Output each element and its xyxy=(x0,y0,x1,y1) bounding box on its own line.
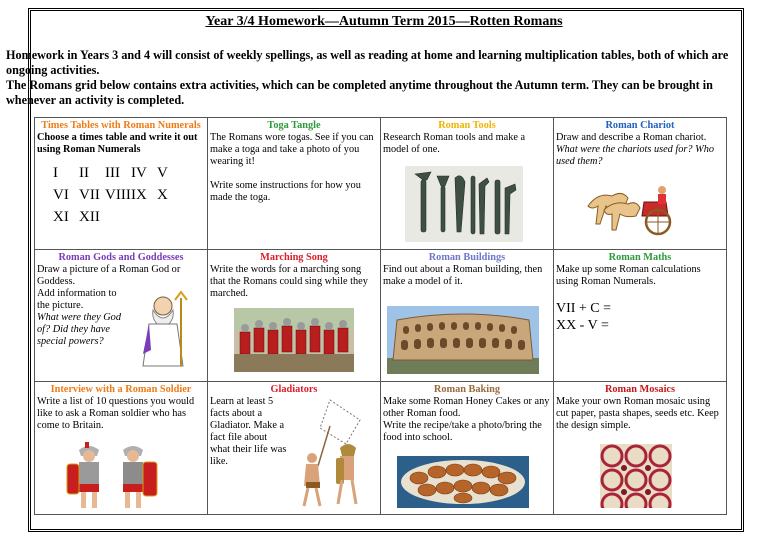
honey-cakes-image xyxy=(397,456,529,508)
cell-text: Make up some Roman calculations using Roman Numerals. xyxy=(555,264,701,287)
cell-marching-song xyxy=(207,250,380,382)
cell-roman-buildings xyxy=(380,250,553,382)
cell-roman-tools xyxy=(380,118,553,250)
intro-line-2: The Romans grid below contains extra activities, which can be completed anytime throughout the Autumn term. They can be brought in whenever an activity is completed. xyxy=(6,78,713,107)
cell-gladiators xyxy=(207,382,380,515)
maths-examples xyxy=(556,300,724,334)
mosaic-image xyxy=(600,444,672,508)
cell-title: Marching Song xyxy=(260,252,328,263)
cell-text: Find out about a Roman building, then make a model of it. xyxy=(382,264,543,287)
activity-grid xyxy=(34,117,727,515)
cell-text: Draw a picture of a Roman God or Goddess. xyxy=(37,264,181,287)
intro-text xyxy=(6,48,762,108)
cell-roman-chariot xyxy=(553,118,726,250)
cell-title: Roman Gods and Goddesses xyxy=(58,252,184,263)
maths-sum-2: XX - V = xyxy=(555,318,609,333)
cell-text: Research Roman tools and make a model of one. xyxy=(382,132,526,155)
cell-text-2: Write some instructions for how you made the toga. xyxy=(209,180,361,203)
chariot-image xyxy=(582,176,686,238)
cell-title: Roman Buildings xyxy=(428,252,506,263)
maths-sum-1: VII + C = xyxy=(555,301,612,316)
cell-title: Toga Tangle xyxy=(267,120,321,131)
cell-title: Roman Mosaics xyxy=(604,384,676,395)
cell-title: Roman Baking xyxy=(433,384,500,395)
cell-text: Make your own Roman mosaic using cut paper, pasta shapes, seeds etc. Keep the design simple. xyxy=(555,396,719,431)
cell-title: Roman Tools xyxy=(438,120,496,131)
cell-title: Times Tables with Roman Numerals xyxy=(41,120,201,131)
roman-tools-image xyxy=(405,166,523,242)
cell-title: Roman Maths xyxy=(608,252,672,263)
intro-line-1: Homework in Years 3 and 4 will consist of weekly spellings, as well as reading at home and learning multiplication tables, both of which are ongoing activities. xyxy=(6,48,729,77)
cell-text: Choose a times table and write it out using Roman Numerals xyxy=(37,132,198,155)
cell-text-2: Add information to the picture. xyxy=(37,288,117,311)
cell-text: Write a list of 10 questions you would like to ask a Roman soldier who has come to Britain. xyxy=(37,396,195,431)
page-title: Year 3/4 Homework—Autumn Term 2015—Rotten Romans xyxy=(205,14,563,29)
roman-god-image xyxy=(133,290,193,370)
cell-roman-baking xyxy=(380,382,553,515)
cell-text: The Romans wore togas. See if you can make a toga and take a photo of you wearing it! xyxy=(209,132,374,167)
numerals-list: I II III IV V VI VII VIIIIX X XI XII xyxy=(53,165,168,225)
cell-title: Interview with a Roman Soldier xyxy=(50,384,192,395)
cell-text-italic: What were the chariots used for? Who used them? xyxy=(555,144,715,167)
cell-text-plain: Draw and describe a Roman chariot. xyxy=(555,132,707,143)
marching-soldiers-image xyxy=(234,308,354,372)
cell-toga-tangle xyxy=(207,118,380,250)
cell-text xyxy=(556,132,724,168)
cell-roman-mosaics xyxy=(553,382,726,515)
roman-soldiers-image xyxy=(65,442,161,510)
cell-text: Learn at least 5 facts about a Gladiator. Make a fact file about what their life was like. xyxy=(209,396,287,467)
cell-text: Write the words for a marching song that the Romans could sing while they marched. xyxy=(209,264,368,299)
cell-text-italic: What were they God of? Did they have special powers? xyxy=(37,312,121,347)
gladiators-image xyxy=(290,396,370,510)
cell-roman-gods xyxy=(35,250,208,382)
cell-title: Roman Chariot xyxy=(605,120,675,131)
cell-roman-soldier xyxy=(35,382,208,515)
cell-text: Make some Roman Honey Cakes or any other Roman food. xyxy=(382,396,550,419)
colosseum-image xyxy=(387,306,539,374)
cell-title: Gladiators xyxy=(270,384,318,395)
cell-times-tables xyxy=(35,118,208,250)
cell-text-2: Write the recipe/take a photo/bring the food into school. xyxy=(382,420,542,443)
cell-roman-maths xyxy=(553,250,726,382)
